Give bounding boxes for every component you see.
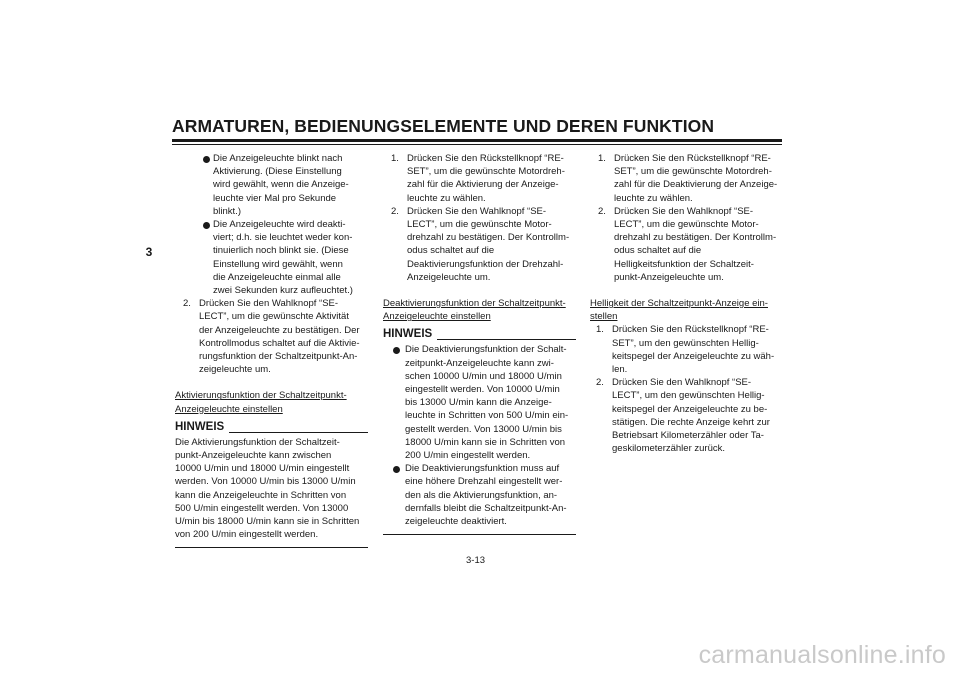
line: rungsfunktion der Schaltzeitpunkt-An- xyxy=(199,351,358,363)
line: odus schaltet auf die xyxy=(407,245,495,257)
note-end-rule xyxy=(175,547,368,548)
line: blinkt.) xyxy=(213,205,241,217)
chapter-tab: 3 xyxy=(139,241,159,263)
step-1 xyxy=(590,152,783,205)
bullet-item xyxy=(175,218,368,297)
bullet-item xyxy=(383,343,576,462)
step-number: 2. xyxy=(596,377,604,389)
line: SET”, um den gewünschten Hellig- xyxy=(612,337,759,349)
line: 500 U/min eingestellt werden. Von 13000 xyxy=(175,502,349,514)
line: viert; d.h. sie leuchtet weder kon- xyxy=(213,232,353,244)
step-2 xyxy=(383,205,576,284)
title-rule-thin xyxy=(172,144,782,145)
line: leuchte zu wählen. xyxy=(614,192,693,204)
line: stellen xyxy=(590,311,618,323)
line: stätigen. Die rechte Anzeige kehrt zur xyxy=(612,416,770,428)
line: die Anzeigeleuchte einmal alle xyxy=(213,271,341,283)
line: 10000 U/min und 18000 U/min eingestellt xyxy=(175,463,350,475)
bullet-item xyxy=(383,462,576,528)
section-heading xyxy=(175,389,368,415)
line: Helligkeitsfunktion der Schaltzeit- xyxy=(614,258,754,270)
step-number: 2. xyxy=(183,298,191,310)
line: LECT”, um die gewünschte Motor- xyxy=(614,219,759,231)
page-number: 3-13 xyxy=(466,555,486,566)
line: Drücken Sie den Wahlknopf “SE- xyxy=(614,205,754,217)
line: Betriebsart Kilometerzähler oder Ta- xyxy=(612,430,764,442)
line: drehzahl zu bestätigen. Der Kontrollm- xyxy=(614,232,777,244)
line: LECT”, um den gewünschten Hellig- xyxy=(612,390,765,402)
line: geskilometerzähler zurück. xyxy=(612,443,725,455)
line: drehzahl zu bestätigen. Der Kontrollm- xyxy=(407,232,570,244)
line: Die Anzeigeleuchte blinkt nach xyxy=(213,153,343,164)
line: leuchte vier Mal pro Sekunde xyxy=(213,192,337,204)
line: zwei Sekunden kurz aufleuchtet.) xyxy=(213,285,353,297)
line: punkt-Anzeigeleuchte kann zwischen xyxy=(175,450,332,462)
line: 18000 U/min kann sie in Schritten von xyxy=(405,436,566,448)
line: Einstellung wird gewählt, wenn xyxy=(213,258,343,270)
line: schen 10000 U/min und 18000 U/min xyxy=(405,370,562,382)
line: Helligkeit der Schaltzeitpunkt-Anzeige ein- xyxy=(590,298,768,310)
hinweis-text: HINWEIS xyxy=(383,328,433,341)
line: zahl für die Aktivierung der Anzeige- xyxy=(407,179,559,191)
line: zahl für die Deaktivierung der Anzeige- xyxy=(614,179,778,191)
section-heading xyxy=(590,297,783,323)
line: U/min bis 18000 U/min kann sie in Schritten xyxy=(175,516,360,528)
line: Drücken Sie den Rückstellknopf “RE- xyxy=(407,153,564,164)
line: der Anzeigeleuchte zu bestätigen. Der xyxy=(199,324,360,336)
line: Anzeigeleuchte einstellen xyxy=(175,403,283,415)
bullet-dot-icon xyxy=(203,222,210,229)
step-number: 2. xyxy=(598,205,606,217)
line: keitspegel der Anzeigeleuchte zu wäh- xyxy=(612,350,775,362)
step-number: 2. xyxy=(391,205,399,217)
line: Drücken Sie den Wahlknopf “SE- xyxy=(407,205,547,217)
line: odus schaltet auf die xyxy=(614,245,702,257)
line: Drücken Sie den Rückstellknopf “RE- xyxy=(612,324,769,336)
line: leuchte zu wählen. xyxy=(407,192,486,204)
line: Deaktivierungsfunktion der Schaltzeitpunkt- xyxy=(383,298,566,310)
line: Die Deaktivierungsfunktion der Schalt- xyxy=(405,344,567,356)
step-2 xyxy=(590,376,783,455)
bullet-dot-icon xyxy=(393,466,400,473)
bullet-item xyxy=(175,152,368,218)
column-2 xyxy=(383,152,576,535)
line: Die Aktivierungsfunktion der Schaltzeit- xyxy=(175,436,340,448)
line: Anzeigeleuchte einstellen xyxy=(383,311,491,323)
step-1 xyxy=(383,152,576,205)
line: Die Anzeigeleuchte wird deakti- xyxy=(213,219,346,231)
line: punkt-Anzeigeleuchte um. xyxy=(614,271,724,283)
step-number: 1. xyxy=(598,153,606,164)
step-1 xyxy=(590,323,783,376)
line: eine höhere Drehzahl eingestellt wer- xyxy=(405,476,563,488)
watermark: carmanualsonline.info xyxy=(698,641,946,669)
column-1 xyxy=(175,152,368,548)
note-text xyxy=(175,436,368,542)
page-title: ARMATUREN, BEDIENUNGSELEMENTE UND DEREN FUNKTION xyxy=(172,116,715,136)
hinweis-rule xyxy=(437,339,576,340)
step-2 xyxy=(590,205,783,284)
hinweis-rule xyxy=(229,432,368,433)
line: wird gewählt, wenn die Anzeige- xyxy=(213,179,349,191)
line: den als die Aktivierungsfunktion, an- xyxy=(405,489,558,501)
line: Drücken Sie den Wahlknopf “SE- xyxy=(199,298,339,310)
line: 200 U/min eingestellt werden. xyxy=(405,450,531,462)
line: LECT”, um die gewünschte Aktivität xyxy=(199,311,349,323)
hinweis-text: HINWEIS xyxy=(175,420,225,433)
line: werden. Von 10000 U/min bis 13000 U/min xyxy=(175,476,356,488)
section-heading xyxy=(383,297,576,323)
line: SET”, um die gewünschte Motordreh- xyxy=(614,166,772,178)
line: keitspegel der Anzeigeleuchte zu be- xyxy=(612,403,768,415)
line: zeitpunkt-Anzeigeleuchte kann zwi- xyxy=(405,357,554,369)
line: gestellt werden. Von 13000 U/min bis xyxy=(405,423,562,435)
line: leuchte in Schritten von 500 U/min ein- xyxy=(405,410,569,422)
line: Drücken Sie den Rückstellknopf “RE- xyxy=(614,153,771,164)
line: tinuierlich noch blinkt sie. (Diese xyxy=(213,245,349,257)
title-rule xyxy=(172,139,782,142)
column-3 xyxy=(590,152,783,455)
line: bis 13000 U/min kann die Anzeige- xyxy=(405,397,552,409)
step-number: 1. xyxy=(596,324,604,336)
line: dernfalls bleibt die Schaltzeitpunkt-An- xyxy=(405,502,567,514)
line: Aktivierungsfunktion der Schaltzeitpunkt- xyxy=(175,390,347,402)
line: zeigeleuchte um. xyxy=(199,364,271,376)
line: SET”, um die gewünschte Motordreh- xyxy=(407,166,565,178)
bullet-dot-icon xyxy=(203,156,210,163)
line: Anzeigeleuchte um. xyxy=(407,271,491,283)
line: LECT”, um die gewünschte Motor- xyxy=(407,219,552,231)
line: von 200 U/min eingestellt werden. xyxy=(175,529,319,541)
note-end-rule xyxy=(383,534,576,535)
line: len. xyxy=(612,364,628,376)
line: Aktivierung. (Diese Einstellung xyxy=(213,166,342,178)
step-number: 1. xyxy=(391,153,399,164)
step-2 xyxy=(175,297,368,376)
line: kann die Anzeigeleuchte in Schritten von xyxy=(175,489,347,501)
line: Kontrollmodus schaltet auf die Aktivie- xyxy=(199,337,360,349)
hinweis-label xyxy=(175,421,368,436)
line: Drücken Sie den Wahlknopf “SE- xyxy=(612,377,752,389)
bullet-dot-icon xyxy=(393,347,400,354)
hinweis-label xyxy=(383,328,576,343)
line: Die Deaktivierungsfunktion muss auf xyxy=(405,463,560,475)
line: zeigeleuchte deaktiviert. xyxy=(405,516,507,528)
line: Deaktivierungsfunktion der Drehzahl- xyxy=(407,258,564,270)
line: eingestellt werden. Von 10000 U/min xyxy=(405,384,560,396)
